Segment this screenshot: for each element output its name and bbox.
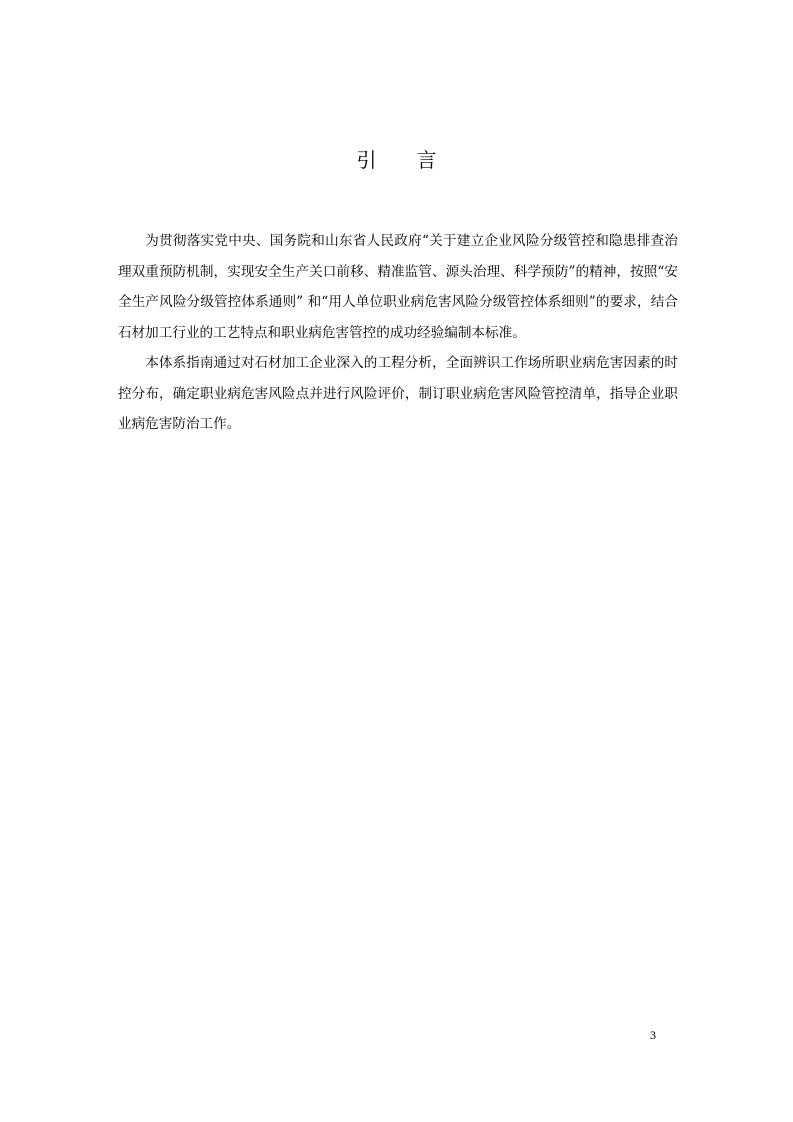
paragraph-1: 为贯彻落实党中央、国务院和山东省人民政府“关于建立企业风险分级管控和隐患排查治理双重预防机制，实现安全生产关口前移、精准监管、源头治理、科学预防”的精神，按照“安全生产风险分级管控体系通则” 和“用人单位职业病危害风险分级管控体系细则”的要求，结合石材加工行业的工艺特点和职业病危害管控的成功经验编制本标准。 xyxy=(118,233,678,341)
paragraph-2: 本体系指南通过对石材加工企业深入的工程分析，全面辨识工作场所职业病危害因素的时控分布，确定职业病危害风险点并进行风险评价，制订职业病危害风险管控清单，指导企业职业病危害防治工作。 xyxy=(118,355,678,432)
page-title: 引言 xyxy=(356,148,477,172)
page-number: 3 xyxy=(650,1028,656,1042)
body-text xyxy=(118,226,678,440)
